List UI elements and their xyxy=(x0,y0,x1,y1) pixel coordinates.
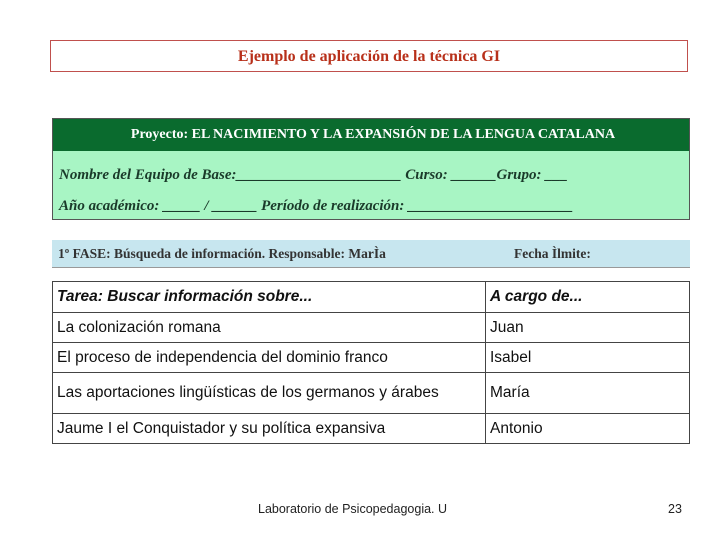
slide-title: Ejemplo de aplicación de la técnica GI xyxy=(237,48,501,65)
assignee-cell: María xyxy=(486,373,690,414)
team-name-line: Nombre del Equipo de Base:______________________ Curso: ______Grupo: ___ xyxy=(59,167,568,183)
task-cell: Jaume I el Conquistador y su política expansiva xyxy=(53,414,486,444)
phase-bar xyxy=(52,240,690,268)
phase-title: 1º FASE: Búsqueda de información. Responsable: MarÌa xyxy=(58,246,386,261)
header-assignee: A cargo de... xyxy=(486,282,690,313)
assignee-cell: Antonio xyxy=(486,414,690,444)
task-cell: La colonización romana xyxy=(53,313,486,343)
task-cell: El proceso de independencia del dominio franco xyxy=(53,343,486,373)
slide-title-box xyxy=(50,40,688,72)
task-cell: Las aportaciones lingüísticas de los germanos y árabes xyxy=(53,373,486,414)
assignee-cell: Isabel xyxy=(486,343,690,373)
table-header-row xyxy=(53,282,690,313)
assignee-cell: Juan xyxy=(486,313,690,343)
phase-deadline: Fecha Ìlmite: xyxy=(514,246,591,261)
project-box xyxy=(52,118,690,220)
page-number: 23 xyxy=(668,502,682,516)
table-row xyxy=(53,313,690,343)
table-row xyxy=(53,414,690,444)
footer-text: Laboratorio de Psicopedagogia. U xyxy=(258,502,448,516)
academic-year-line: Año académico: _____ / ______ Período de realización: ______________________ xyxy=(59,198,574,214)
header-task: Tarea: Buscar información sobre... xyxy=(53,282,486,313)
table-row xyxy=(53,343,690,373)
project-header: Proyecto: EL NACIMIENTO Y LA EXPANSIÓN DE LA LENGUA CATALANA xyxy=(53,119,689,151)
table-row xyxy=(53,373,690,414)
task-table xyxy=(52,281,690,444)
